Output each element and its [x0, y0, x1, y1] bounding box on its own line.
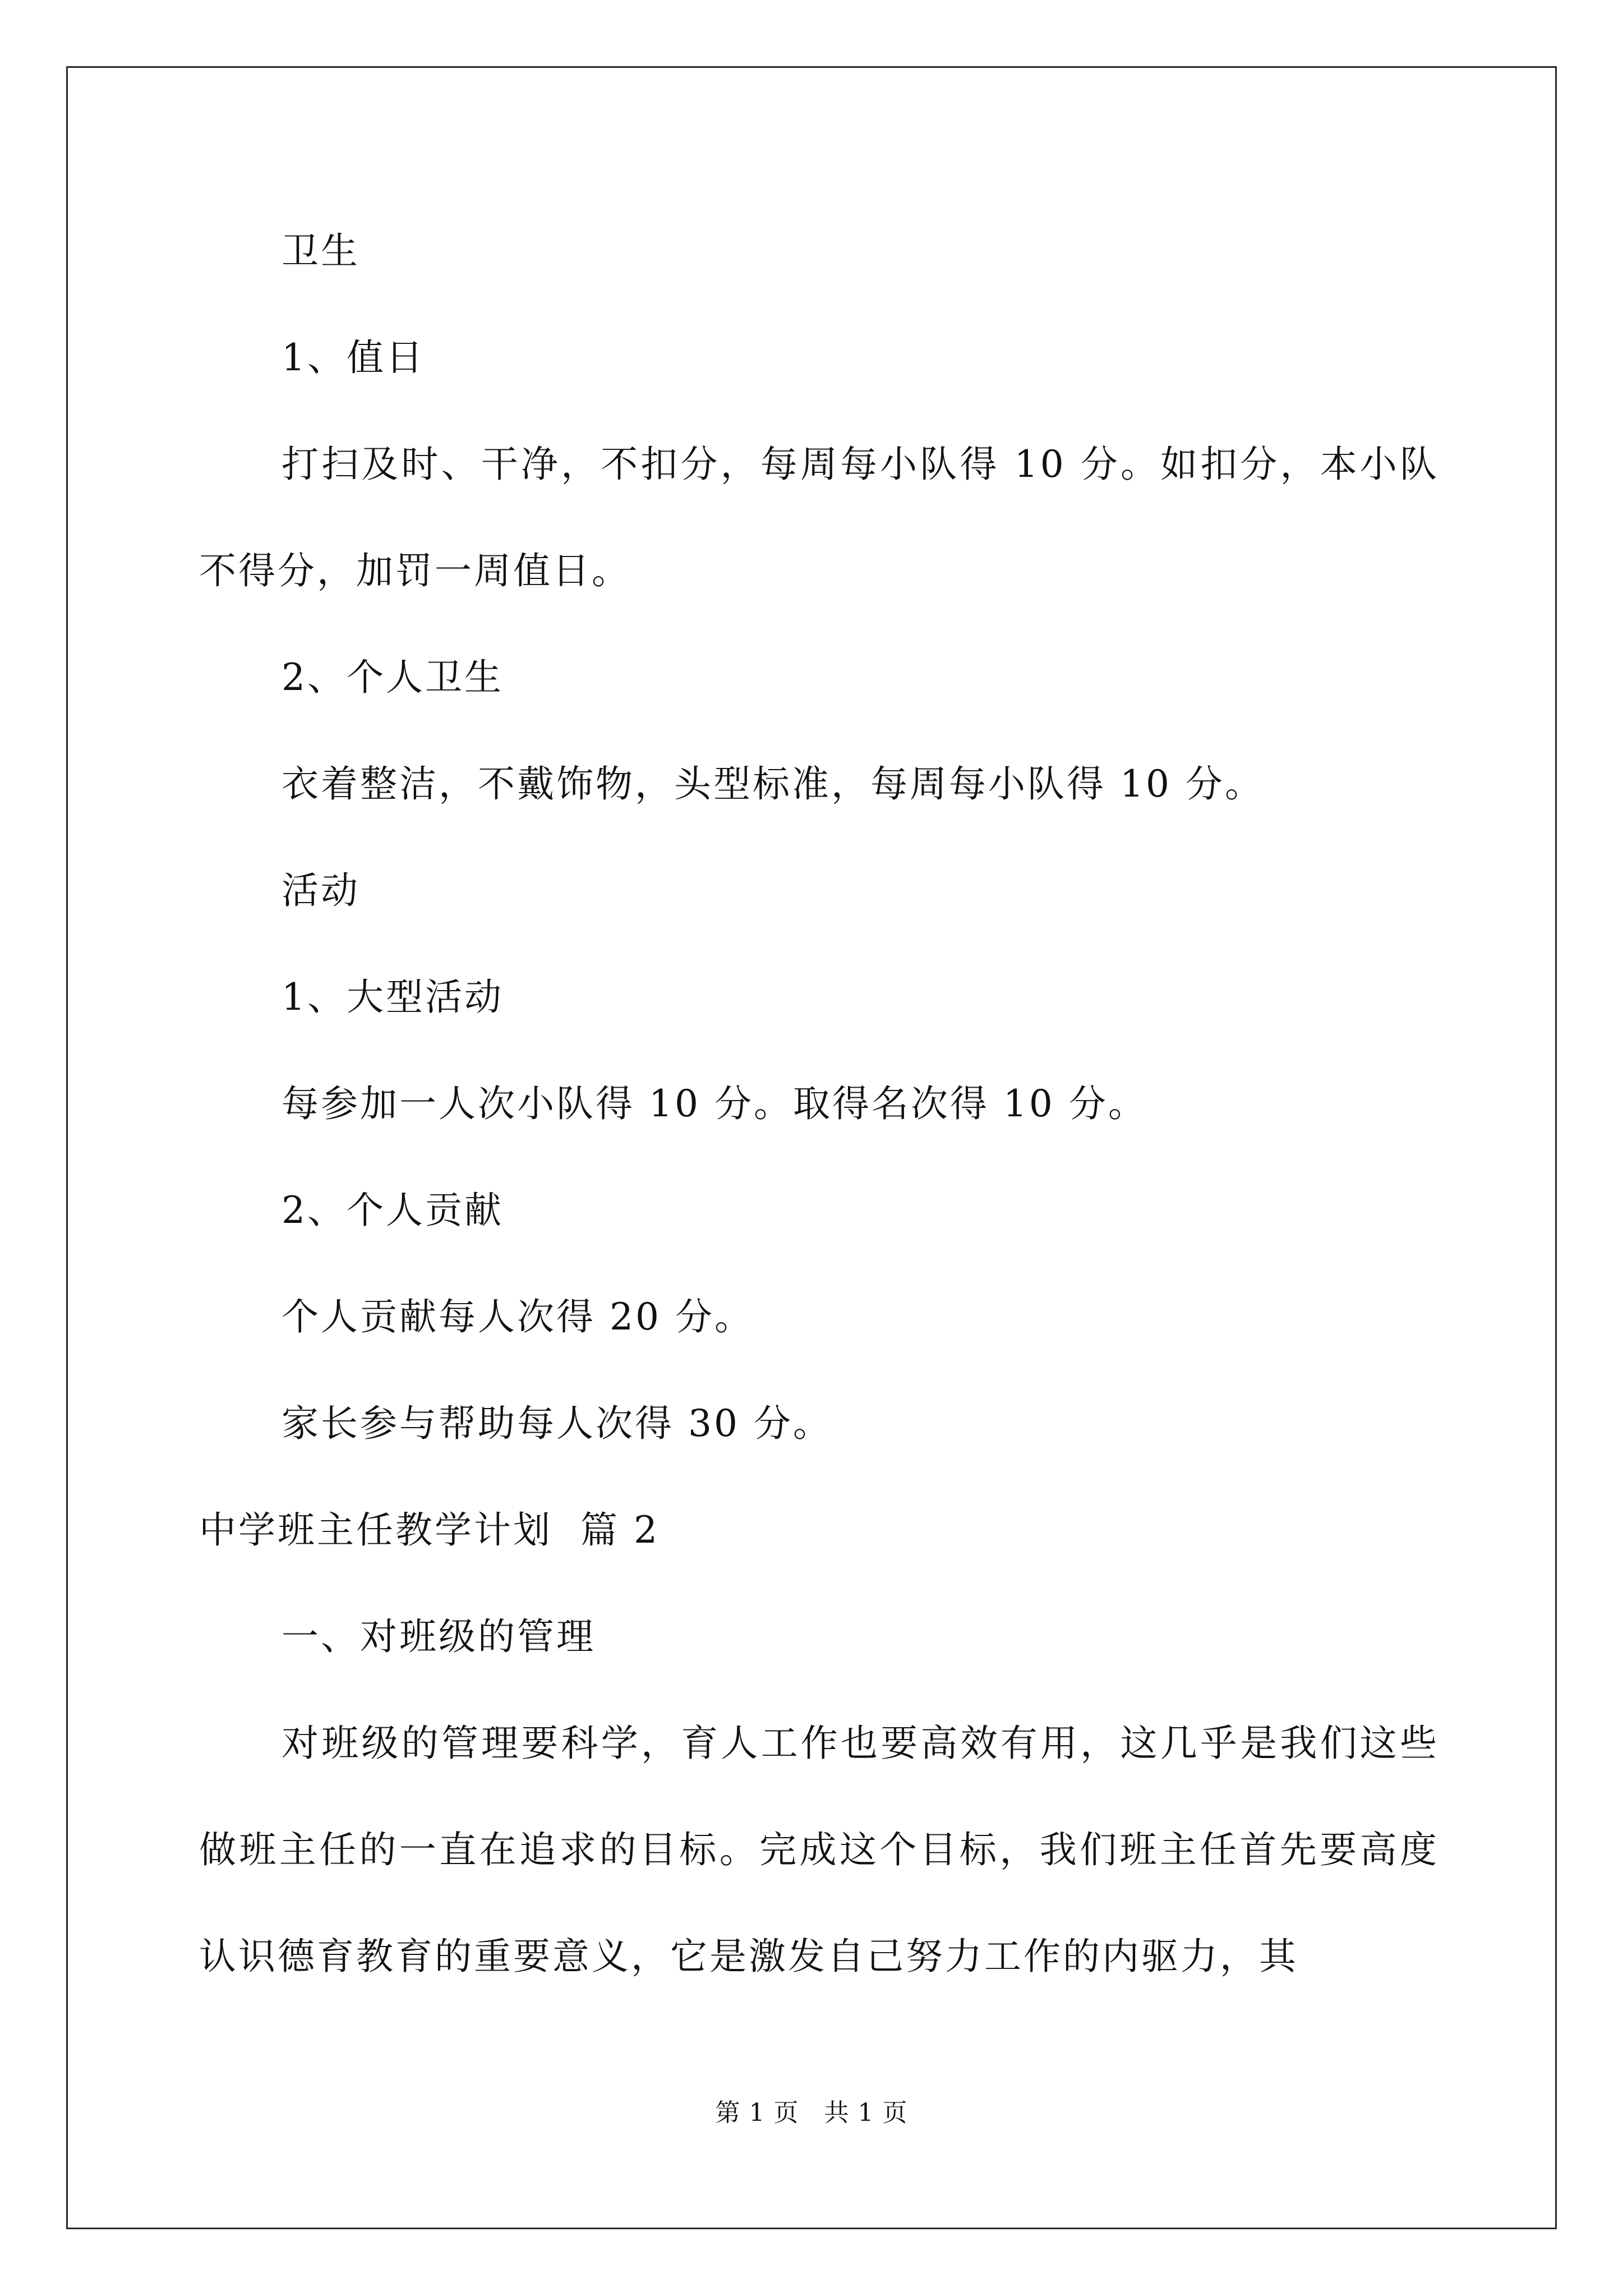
paragraph-parent-help-score: 家长参与帮助每人次得 30 分。 — [282, 1402, 832, 1445]
article-title-part-2: 中学班主任教学计划 篇 2 — [199, 1508, 660, 1552]
subheading-personal-contribution: 2、个人贡献 — [282, 1189, 504, 1232]
page-footer: 第 1 页 共 1 页 — [715, 2099, 908, 2127]
subheading-duty: 1、值日 — [282, 336, 425, 379]
paragraph-contribution-score: 个人贡献每人次得 20 分。 — [282, 1295, 754, 1338]
subheading-class-management: 一、对班级的管理 — [282, 1615, 596, 1658]
paragraph-large-activities-rules: 每参加一人次小队得 10 分。取得名次得 10 分。 — [282, 1082, 1147, 1125]
paragraph-personal-hygiene-rules: 衣着整洁，不戴饰物，头型标准，每周每小队得 10 分。 — [282, 762, 1264, 806]
paragraph-duty-rules: 打扫及时、干净，不扣分，每周每小队得 10 分。如扣分，本小队不得分，加罚一周值日。 — [199, 443, 1439, 592]
subheading-personal-hygiene: 2、个人卫生 — [282, 656, 504, 699]
section-heading-activities: 活动 — [282, 869, 360, 912]
subheading-large-activities: 1、大型活动 — [282, 976, 504, 1019]
section-heading-hygiene: 卫生 — [282, 229, 360, 273]
paragraph-class-management: 对班级的管理要科学，育人工作也要高效有用，这几乎是我们这些做班主任的一直在追求的目标。完成这个目标，我们班主任首先要高度认识德育教育的重要意义，它是激发自己努力工作的内驱力，其 — [199, 1722, 1439, 1978]
